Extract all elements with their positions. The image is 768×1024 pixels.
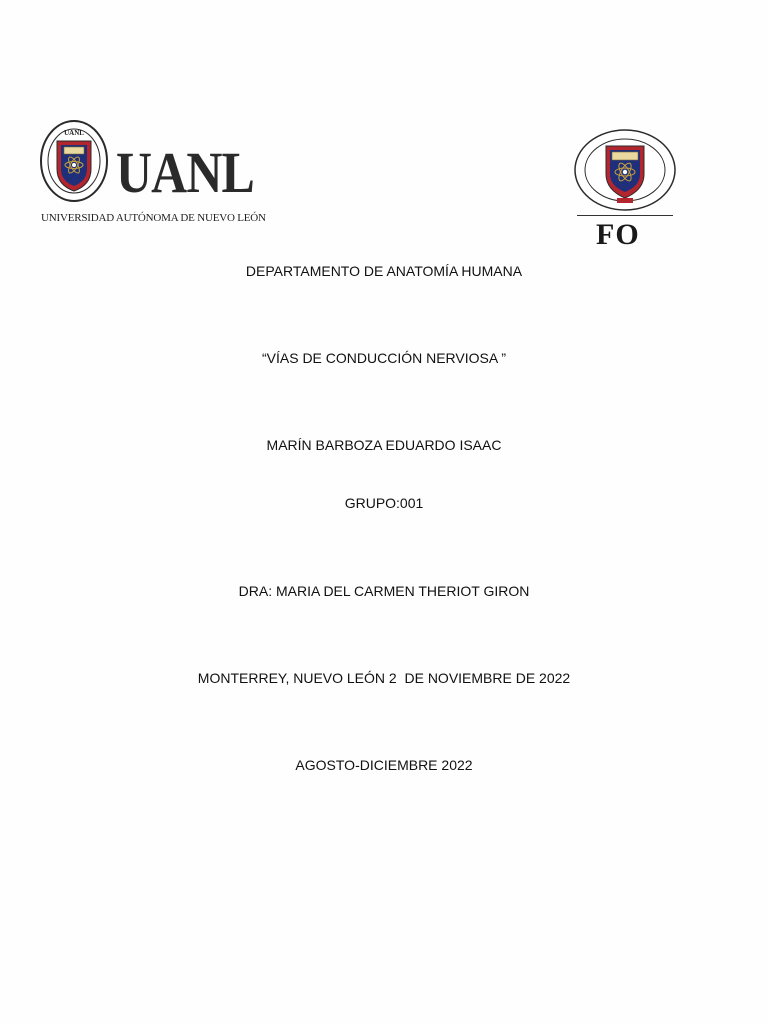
faculty-seal-icon — [574, 128, 676, 212]
teacher-line: DRA: MARIA DEL CARMEN THERIOT GIRON — [238, 583, 530, 599]
student-name: MARÍN BARBOZA EDUARDO ISAAC — [266, 437, 502, 453]
uanl-wordmark: UANL — [116, 140, 254, 205]
group-line: GRUPO:001 — [344, 495, 424, 511]
logo-divider — [577, 215, 673, 216]
document-title: “VÍAS DE CONDUCCIÓN NERVIOSA ” — [261, 350, 506, 366]
svg-text:UANL: UANL — [64, 129, 84, 137]
faculty-logo — [572, 128, 676, 252]
uanl-logo — [40, 116, 266, 228]
university-name: UNIVERSIDAD AUTÓNOMA DE NUEVO LEÓN — [41, 212, 266, 224]
uanl-seal-icon — [40, 119, 110, 205]
place-date-line: MONTERREY, NUEVO LEÓN 2 DE NOVIEMBRE DE 2022 — [197, 670, 571, 686]
faculty-initials: FO — [596, 218, 640, 251]
department-line: DEPARTAMENTO DE ANATOMÍA HUMANA — [245, 263, 523, 279]
period-line: AGOSTO-DICIEMBRE 2022 — [295, 757, 473, 773]
